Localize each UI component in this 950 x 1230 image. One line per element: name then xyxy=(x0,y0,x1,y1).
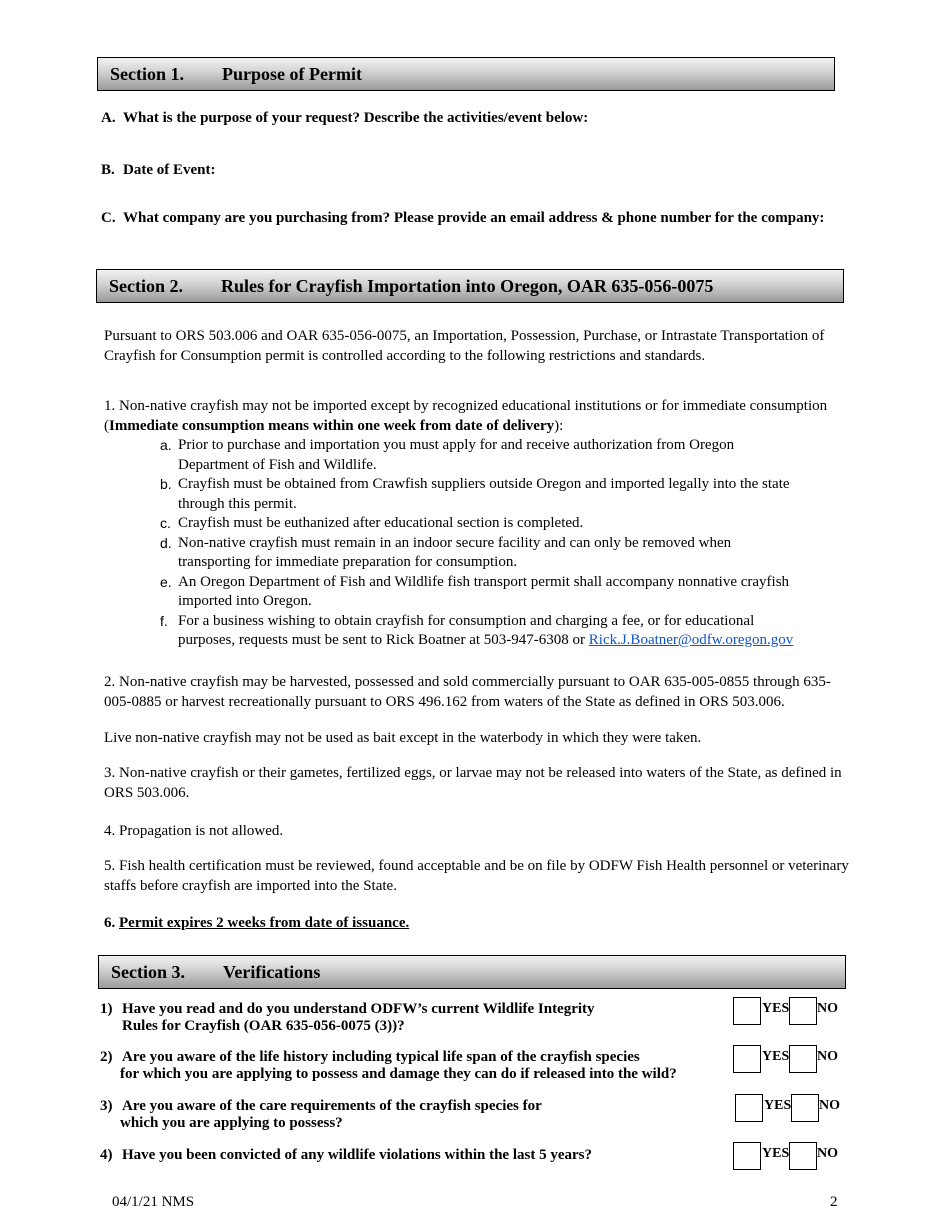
section1-number: Section 1. xyxy=(110,64,184,84)
rule-1-item-a xyxy=(160,436,800,475)
rule-6-number: 6. xyxy=(104,915,116,931)
section3-header xyxy=(98,955,846,989)
verification-3-number: 3) xyxy=(100,1098,113,1114)
verification-2-yes-checkbox[interactable] xyxy=(733,1045,761,1073)
section2-header xyxy=(96,269,844,303)
verification-2-text xyxy=(122,1049,677,1083)
verification-2-no-checkbox[interactable] xyxy=(789,1045,817,1073)
item-e-label: e. xyxy=(160,573,172,590)
verification-3-no-label: NO xyxy=(819,1098,840,1113)
rule-6 xyxy=(104,914,856,934)
verification-2-line2: for which you are applying to possess and damage they can do if released into the wild? xyxy=(120,1066,677,1082)
verification-3-line1: Are you aware of the care requirements of the crayfish species for xyxy=(122,1098,542,1114)
rule-1-item-d xyxy=(160,534,800,573)
rule-3: 3. Non-native crayfish or their gametes, fertilized eggs, or larvae may not be released into waters of the State, as defined in ORS 503.006. xyxy=(104,765,842,801)
verification-2-line1: Are you aware of the life history including typical life span of the crayfish species xyxy=(122,1049,640,1065)
rule-5: 5. Fish health certification must be reviewed, found acceptable and be on file by ODFW Fish Health personnel or veterinary staffs before crayfish are imported into the State. xyxy=(104,858,849,894)
verification-3-line2: which you are applying to possess? xyxy=(120,1115,343,1131)
rule-1-item-e xyxy=(160,573,800,612)
rule-1-tail: ): xyxy=(554,417,564,434)
verification-2-yes-label: YES xyxy=(762,1049,790,1064)
rule-6-text: Permit expires 2 weeks from date of issuance. xyxy=(119,915,410,931)
section2-number: Section 2. xyxy=(109,276,183,296)
item-f-text: For a business wishing to obtain crayfish for consumption and charging a fee, or for educational purposes, requests must be sent to Rick Boatner at 503-947-6308 or xyxy=(178,612,755,648)
verification-1-line1: Have you read and do you understand ODFW’s current Wildlife Integrity xyxy=(122,1001,595,1017)
item-a-label: a. xyxy=(160,437,172,453)
footer-page-number: 2 xyxy=(830,1194,838,1210)
rule-2: 2. Non-native crayfish may be harvested, possessed and sold commercially pursuant to OAR 635-005-0855 through 635-005-0885 or harvest recreationally pursuant to ORS 496.162 from waters of the State as defined in ORS 503.006. xyxy=(104,674,831,710)
verification-3-yes-label: YES xyxy=(764,1098,792,1113)
section2-intro: Pursuant to ORS 503.006 and OAR 635-056-0075, an Importation, Possession, Purchase, or Intrastate Transportation of Crayfish for Consumption permit is controlled according to the following restrictions and standards. xyxy=(104,328,825,364)
rule-1-item-b xyxy=(160,475,800,514)
section2-title: Rules for Crayfish Importation into Oregon, OAR 635-056-0075 xyxy=(221,276,714,296)
verification-1-no-checkbox[interactable] xyxy=(789,997,817,1025)
verification-3-yes-checkbox[interactable] xyxy=(735,1094,763,1122)
question-c-label: C. xyxy=(101,210,116,226)
item-d-label: d. xyxy=(160,534,172,551)
verification-1-text xyxy=(122,1001,595,1035)
question-b-label: B. xyxy=(101,162,115,178)
rule-1-item-f xyxy=(160,612,800,651)
question-a-label: A. xyxy=(101,110,116,126)
verification-3-text xyxy=(122,1098,542,1132)
verification-4-text: Have you been convicted of any wildlife violations within the last 5 years? xyxy=(122,1147,592,1163)
item-a-text: Prior to purchase and importation you must apply for and receive authorization from Oregon Department of Fish and Wildlife. xyxy=(178,437,735,473)
item-e-text: An Oregon Department of Fish and Wildlife fish transport permit shall accompany nonnative crayfish imported into Oregon. xyxy=(178,573,790,609)
rule-1-item-c xyxy=(160,514,800,534)
question-c-text: What company are you purchasing from? Please provide an email address & phone number for the company: xyxy=(123,210,825,226)
question-b xyxy=(101,162,215,179)
section1-title: Purpose of Permit xyxy=(222,64,362,84)
verification-1-number: 1) xyxy=(100,1001,113,1017)
verification-1-yes-checkbox[interactable] xyxy=(733,997,761,1025)
rule-1-text xyxy=(104,397,856,436)
item-d-text: Non-native crayfish must remain in an indoor secure facility and can only be removed when transporting for immediate preparation for consumption. xyxy=(178,534,732,570)
rule-1-sublist xyxy=(160,436,800,651)
question-a-text: What is the purpose of your request? Describe the activities/event below: xyxy=(123,110,589,126)
rule-1-lead: 1. Non-native crayfish may not be imported except by recognized educational institutions or for immediate consumption ( xyxy=(104,398,828,434)
verification-4-no-checkbox[interactable] xyxy=(789,1142,817,1170)
verification-1-no-label: NO xyxy=(817,1001,838,1016)
section3-number: Section 3. xyxy=(111,962,185,982)
verification-2-no-label: NO xyxy=(817,1049,838,1064)
contact-email-link[interactable]: Rick.J.Boatner@odfw.oregon.gov xyxy=(588,632,794,648)
verification-2-number: 2) xyxy=(100,1049,113,1065)
item-c-label: c. xyxy=(160,515,171,531)
rule-4: 4. Propagation is not allowed. xyxy=(104,823,284,839)
verification-4-no-label: NO xyxy=(817,1146,838,1161)
question-b-text: Date of Event: xyxy=(123,162,216,178)
rule-1 xyxy=(104,397,856,651)
verification-4-yes-checkbox[interactable] xyxy=(733,1142,761,1170)
question-c xyxy=(101,210,824,227)
footer-revision: 04/1/21 NMS xyxy=(112,1194,195,1210)
section3-title: Verifications xyxy=(223,962,321,982)
item-c-text: Crayfish must be euthanized after educational section is completed. xyxy=(178,515,584,531)
item-f-label: f. xyxy=(160,612,168,629)
question-a xyxy=(101,110,588,127)
verification-4-number: 4) xyxy=(100,1147,113,1163)
verification-3-no-checkbox[interactable] xyxy=(791,1094,819,1122)
item-b-text: Crayfish must be obtained from Crawfish suppliers outside Oregon and imported legally into the state through this permit. xyxy=(178,476,790,512)
verification-1-line2: Rules for Crayfish (OAR 635-056-0075 (3))? xyxy=(122,1018,405,1034)
verification-1-yes-label: YES xyxy=(762,1001,790,1016)
live-bait-rule: Live non-native crayfish may not be used as bait except in the waterbody in which they were taken. xyxy=(104,730,702,746)
section1-header xyxy=(97,57,835,91)
item-b-label: b. xyxy=(160,476,172,492)
rule-1-bold: Immediate consumption means within one week from date of delivery xyxy=(109,417,555,434)
verification-4-yes-label: YES xyxy=(762,1146,790,1161)
